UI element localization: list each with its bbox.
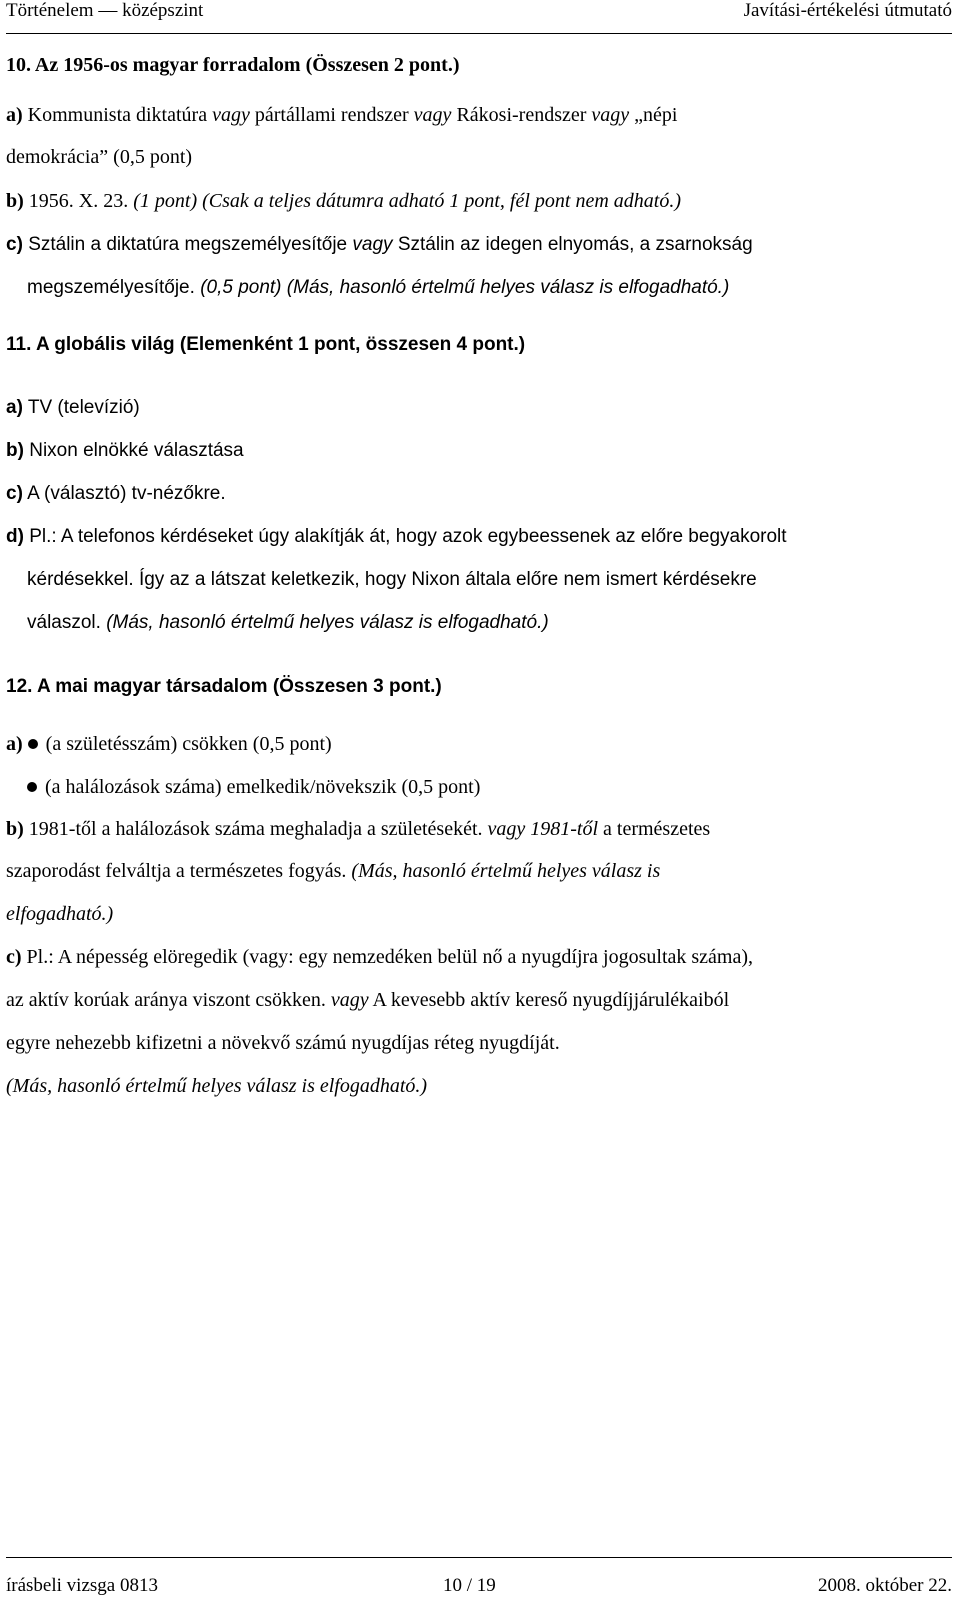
bullet-icon — [27, 782, 37, 792]
q11-title: 11. A globális világ (Elemenként 1 pont, összesen 4 pont.) — [6, 334, 526, 355]
q12-answer-a-item2: (a halálozások száma) emelkedik/növekszik (0,5 pont) — [27, 776, 480, 799]
header-doc-type: Javítási-értékelési útmutató — [743, 0, 952, 21]
q11-answer-d-line3: válaszol. (Más, hasonló értelmű helyes válasz is elfogadható.) — [27, 612, 549, 633]
page-footer — [6, 1563, 952, 1596]
q11-answer-d-line2: kérdésekkel. Így az a látszat keletkezik, hogy Nixon általa előre nem ismert kérdésekre — [27, 569, 757, 590]
q10-title: 10. Az 1956-os magyar forradalom (Összesen 2 pont.) — [6, 54, 460, 76]
footer-page-number: 10 / 19 — [443, 1575, 496, 1596]
q11-answer-a: a) TV (televízió) — [6, 397, 140, 418]
q11-answer-c: c) A (választó) tv-nézőkre. — [6, 483, 226, 504]
q10-a-label: a) — [6, 104, 23, 126]
q10-answer-a: a) Kommunista diktatúra vagy pártállami rendszer vagy Rákosi-rendszer vagy „népi — [6, 104, 678, 126]
q11-answer-d: d) Pl.: A telefonos kérdéseket úgy alakítják át, hogy azok egybeessenek az előre begyakorolt — [6, 526, 787, 547]
q12-answer-b: b) 1981-től a halálozások száma meghaladja a születésekét. vagy 1981-től a természetes — [6, 818, 711, 840]
q10-answer-c-cont: megszemélyesítője. (0,5 pont) (Más, hasonló értelmű helyes válasz is elfogadható.) — [27, 277, 730, 298]
bullet-icon — [28, 739, 38, 749]
header-divider — [6, 33, 952, 34]
q10-answer-a-cont: demokrácia” (0,5 pont) — [6, 146, 193, 168]
q10-answer-b: b) 1956. X. 23. (1 pont) (Csak a teljes dátumra adható 1 pont, fél pont nem adható.) — [6, 190, 681, 212]
q12-answer-b-line3: elfogadható.) — [6, 903, 114, 925]
q10-answer-c: c) Sztálin a diktatúra megszemélyesítője vagy Sztálin az idegen elnyomás, a zsarnokság — [6, 234, 753, 255]
footer-date: 2008. október 22. — [817, 1575, 952, 1596]
page-header — [6, 0, 952, 36]
q12-answer-c: c) Pl.: A népesség elöregedik (vagy: egy nemzedéken belül nő a nyugdíjra jogosultak száma), — [6, 946, 754, 968]
q12-answer-c-line3: egyre nehezebb kifizetni a növekvő számú nyugdíjas réteg nyugdíját. — [6, 1032, 560, 1054]
q12-answer-a: a) (a születésszám) csökken (0,5 pont) — [6, 733, 332, 755]
q12-answer-c-note: (Más, hasonló értelmű helyes válasz is elfogadható.) — [6, 1075, 428, 1097]
q12-answer-b-line2: szaporodást felváltja a természetes fogyás. (Más, hasonló értelmű helyes válasz is — [6, 860, 661, 882]
header-subject: Történelem — középszint — [6, 0, 204, 21]
q12-title: 12. A mai magyar társadalom (Összesen 3 pont.) — [6, 676, 442, 697]
q11-answer-b: b) Nixon elnökké választása — [6, 440, 244, 461]
footer-divider — [6, 1557, 952, 1558]
footer-exam-id: írásbeli vizsga 0813 — [6, 1575, 158, 1596]
q12-answer-c-line2: az aktív korúak aránya viszont csökken. vagy A kevesebb aktív kereső nyugdíjjárulékaiból — [6, 989, 730, 1011]
